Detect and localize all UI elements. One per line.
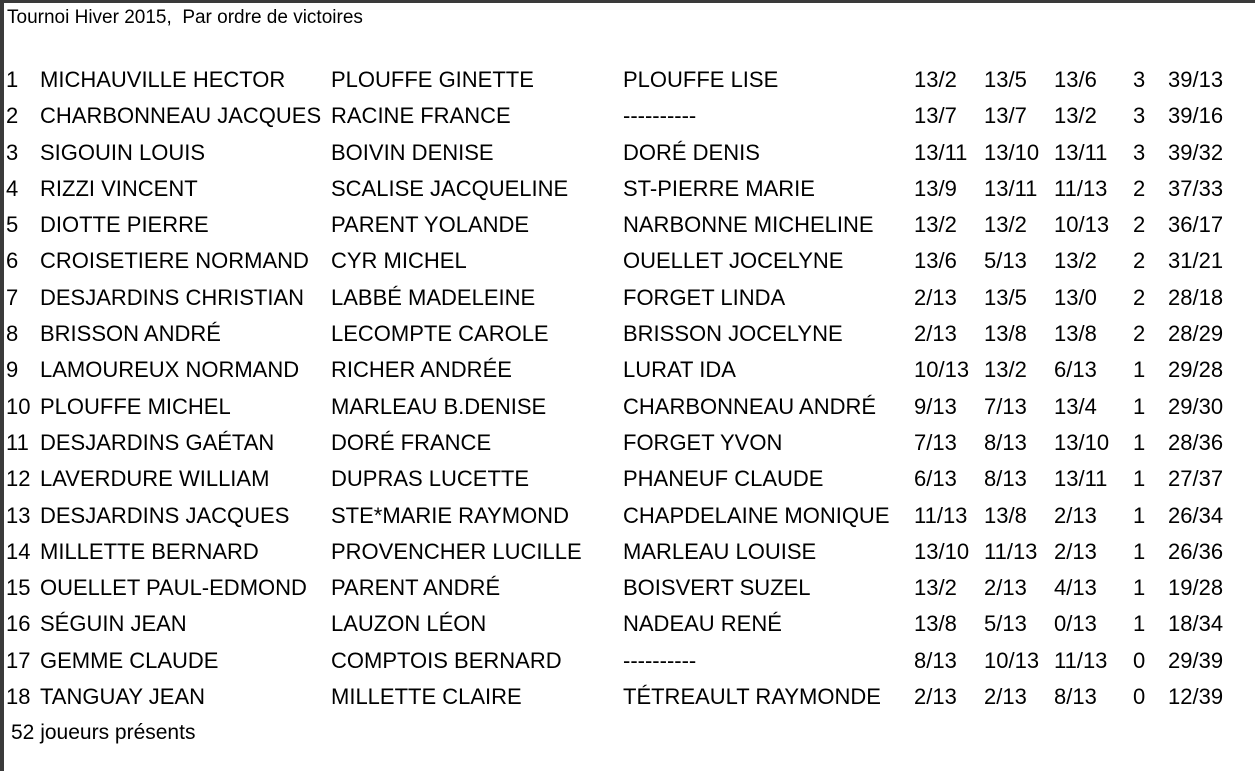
- wins-cell: 1: [1133, 357, 1146, 383]
- player-2-cell: BOIVIN DENISE: [331, 139, 494, 165]
- player-1-cell: CHARBONNEAU JACQUES: [40, 103, 322, 129]
- game-2-score-cell: 8/13: [984, 429, 1027, 455]
- wins-cell: 2: [1133, 284, 1146, 310]
- game-2-score-cell: 11/13: [984, 538, 1038, 564]
- table-row: [0, 135, 1255, 171]
- total-points-cell: 36/17: [1168, 212, 1224, 238]
- player-2-cell: PLOUFFE GINETTE: [331, 67, 534, 92]
- table-row: [0, 534, 1255, 570]
- table-row: [0, 316, 1255, 352]
- game-2-score-cell: 7/13: [984, 393, 1027, 419]
- rank-cell: 10: [6, 393, 31, 419]
- game-2-score-cell: 13/8: [984, 321, 1027, 347]
- rank-cell: 1: [6, 67, 19, 92]
- player-3-cell: PHANEUF CLAUDE: [623, 466, 824, 492]
- player-1-cell: DESJARDINS GAÉTAN: [40, 429, 275, 455]
- player-3-cell: NARBONNE MICHELINE: [623, 212, 874, 238]
- game-3-score-cell: 8/13: [1054, 684, 1097, 710]
- player-1-cell: SIGOUIN LOUIS: [40, 139, 206, 165]
- wins-cell: 1: [1133, 538, 1146, 564]
- player-1-cell: CROISETIERE NORMAND: [40, 248, 309, 274]
- wins-cell: 2: [1133, 212, 1146, 238]
- game-1-score-cell: 13/2: [914, 575, 957, 601]
- wins-cell: 1: [1133, 575, 1146, 601]
- rank-cell: 17: [6, 647, 31, 673]
- player-1-cell: BRISSON ANDRÉ: [40, 321, 221, 347]
- game-1-score-cell: 7/13: [914, 429, 957, 455]
- rank-cell: 6: [6, 248, 19, 274]
- game-3-score-cell: 0/13: [1054, 611, 1097, 637]
- game-1-score-cell: 2/13: [914, 284, 957, 310]
- game-3-score-cell: 6/13: [1054, 357, 1097, 383]
- player-2-cell: LECOMPTE CAROLE: [331, 321, 549, 347]
- game-3-score-cell: 2/13: [1054, 538, 1097, 564]
- rank-cell: 3: [6, 139, 19, 165]
- wins-cell: 1: [1133, 466, 1146, 492]
- player-1-cell: LAVERDURE WILLIAM: [40, 466, 270, 492]
- wins-cell: 2: [1133, 175, 1146, 201]
- game-1-score-cell: 2/13: [914, 321, 957, 347]
- table-row: [0, 461, 1255, 497]
- game-1-score-cell: 10/13: [914, 357, 970, 383]
- player-3-cell: TÉTREAULT RAYMONDE: [623, 684, 881, 710]
- game-2-score-cell: 13/2: [984, 212, 1027, 238]
- player-2-cell: PARENT YOLANDE: [331, 212, 530, 238]
- game-1-score-cell: 13/2: [914, 67, 957, 92]
- game-3-score-cell: 13/6: [1054, 67, 1097, 92]
- table-row: [0, 171, 1255, 207]
- game-1-score-cell: 13/6: [914, 248, 957, 274]
- wins-cell: 3: [1133, 67, 1146, 92]
- table-row: [0, 389, 1255, 425]
- wins-cell: 1: [1133, 429, 1146, 455]
- results-table: [0, 62, 1255, 715]
- game-3-score-cell: 4/13: [1054, 575, 1097, 601]
- rank-cell: 8: [6, 321, 19, 347]
- table-row: [0, 606, 1255, 642]
- game-2-score-cell: 5/13: [984, 611, 1027, 637]
- rank-cell: 15: [6, 575, 31, 601]
- game-3-score-cell: 13/0: [1054, 284, 1097, 310]
- rank-cell: 9: [6, 357, 19, 383]
- game-3-score-cell: 13/2: [1054, 248, 1097, 274]
- player-3-cell: PLOUFFE LISE: [623, 67, 779, 92]
- total-points-cell: 39/16: [1168, 103, 1224, 129]
- window-top-border: [0, 0, 1255, 3]
- player-2-cell: DUPRAS LUCETTE: [331, 466, 530, 492]
- table-row: [0, 207, 1255, 243]
- total-points-cell: 39/13: [1168, 67, 1224, 92]
- table-row: [0, 98, 1255, 134]
- player-3-cell: BRISSON JOCELYNE: [623, 321, 843, 347]
- rank-cell: 16: [6, 611, 31, 637]
- player-1-cell: RIZZI VINCENT: [40, 175, 198, 201]
- player-1-cell: OUELLET PAUL-EDMOND: [40, 575, 307, 601]
- rank-cell: 11: [6, 429, 29, 455]
- game-1-score-cell: 8/13: [914, 647, 957, 673]
- player-1-cell: PLOUFFE MICHEL: [40, 393, 231, 419]
- player-2-cell: LAUZON LÉON: [331, 611, 487, 637]
- game-3-score-cell: 13/10: [1054, 429, 1110, 455]
- player-3-cell: FORGET LINDA: [623, 284, 786, 310]
- game-2-score-cell: 13/5: [984, 284, 1027, 310]
- rank-cell: 18: [6, 684, 31, 710]
- player-2-cell: RICHER ANDRÉE: [331, 357, 512, 383]
- player-3-cell: CHAPDELAINE MONIQUE: [623, 502, 890, 528]
- player-3-cell: OUELLET JOCELYNE: [623, 248, 844, 274]
- player-2-cell: MARLEAU B.DENISE: [331, 393, 547, 419]
- table-row: [0, 643, 1255, 679]
- player-3-cell: ----------: [623, 647, 697, 673]
- total-points-cell: 12/39: [1168, 684, 1224, 710]
- game-1-score-cell: 11/13: [914, 502, 968, 528]
- wins-cell: 0: [1133, 684, 1146, 710]
- game-1-score-cell: 2/13: [914, 684, 957, 710]
- game-1-score-cell: 13/10: [914, 538, 970, 564]
- total-points-cell: 26/36: [1168, 538, 1224, 564]
- player-3-cell: LURAT IDA: [623, 357, 736, 383]
- player-2-cell: RACINE FRANCE: [331, 103, 511, 129]
- rank-cell: 13: [6, 502, 31, 528]
- game-3-score-cell: 13/8: [1054, 321, 1097, 347]
- player-3-cell: ST-PIERRE MARIE: [623, 175, 815, 201]
- game-2-score-cell: 10/13: [984, 647, 1040, 673]
- player-1-cell: TANGUAY JEAN: [40, 684, 206, 710]
- game-3-score-cell: 11/13: [1054, 647, 1108, 673]
- player-2-cell: STE*MARIE RAYMOND: [331, 502, 569, 528]
- player-1-cell: MILLETTE BERNARD: [40, 538, 259, 564]
- document-title: Tournoi Hiver 2015, Par ordre de victoires: [7, 7, 363, 28]
- table-row: [0, 425, 1255, 461]
- total-points-cell: 19/28: [1168, 575, 1224, 601]
- player-2-cell: LABBÉ MADELEINE: [331, 284, 536, 310]
- total-points-cell: 28/36: [1168, 429, 1224, 455]
- player-2-cell: COMPTOIS BERNARD: [331, 647, 562, 673]
- player-2-cell: PROVENCHER LUCILLE: [331, 538, 582, 564]
- player-3-cell: CHARBONNEAU ANDRÉ: [623, 393, 877, 419]
- game-2-score-cell: 2/13: [984, 575, 1027, 601]
- player-2-cell: SCALISE JACQUELINE: [331, 175, 569, 201]
- wins-cell: 2: [1133, 248, 1146, 274]
- wins-cell: 3: [1133, 139, 1146, 165]
- total-points-cell: 31/21: [1168, 248, 1224, 274]
- total-points-cell: 28/18: [1168, 284, 1224, 310]
- game-1-score-cell: 6/13: [914, 466, 957, 492]
- rank-cell: 4: [6, 175, 19, 201]
- wins-cell: 1: [1133, 611, 1146, 637]
- player-1-cell: DESJARDINS JACQUES: [40, 502, 290, 528]
- game-1-score-cell: 13/11: [914, 139, 968, 165]
- game-2-score-cell: 5/13: [984, 248, 1027, 274]
- total-points-cell: 29/28: [1168, 357, 1224, 383]
- rank-cell: 5: [6, 212, 19, 238]
- player-3-cell: MARLEAU LOUISE: [623, 538, 817, 564]
- player-1-cell: LAMOUREUX NORMAND: [40, 357, 300, 383]
- table-row: [0, 243, 1255, 279]
- game-2-score-cell: 13/10: [984, 139, 1040, 165]
- player-1-cell: SÉGUIN JEAN: [40, 611, 187, 637]
- game-2-score-cell: 13/2: [984, 357, 1027, 383]
- player-3-cell: DORÉ DENIS: [623, 139, 760, 165]
- table-row: [0, 570, 1255, 606]
- player-1-cell: DESJARDINS CHRISTIAN: [40, 284, 305, 310]
- rank-cell: 12: [6, 466, 31, 492]
- game-3-score-cell: 13/11: [1054, 466, 1108, 492]
- game-1-score-cell: 13/7: [914, 103, 957, 129]
- player-3-cell: NADEAU RENÉ: [623, 611, 782, 637]
- game-2-score-cell: 13/7: [984, 103, 1027, 129]
- total-points-cell: 37/33: [1168, 175, 1224, 201]
- player-2-cell: MILLETTE CLAIRE: [331, 684, 522, 710]
- game-1-score-cell: 13/8: [914, 611, 957, 637]
- wins-cell: 2: [1133, 321, 1146, 347]
- table-row: [0, 280, 1255, 316]
- game-3-score-cell: 2/13: [1054, 502, 1097, 528]
- game-2-score-cell: 8/13: [984, 466, 1027, 492]
- table-row: [0, 352, 1255, 388]
- player-2-cell: DORÉ FRANCE: [331, 429, 492, 455]
- game-3-score-cell: 13/2: [1054, 103, 1097, 129]
- game-1-score-cell: 13/2: [914, 212, 957, 238]
- wins-cell: 3: [1133, 103, 1146, 129]
- total-points-cell: 39/32: [1168, 139, 1224, 165]
- table-row: [0, 679, 1255, 715]
- player-2-cell: CYR MICHEL: [331, 248, 467, 274]
- game-2-score-cell: 13/8: [984, 502, 1027, 528]
- game-3-score-cell: 10/13: [1054, 212, 1110, 238]
- total-points-cell: 18/34: [1168, 611, 1224, 637]
- total-points-cell: 27/37: [1168, 466, 1224, 492]
- players-present-note: 52 joueurs présents: [11, 721, 196, 744]
- player-3-cell: FORGET YVON: [623, 429, 783, 455]
- total-points-cell: 29/39: [1168, 647, 1224, 673]
- game-3-score-cell: 11/13: [1054, 175, 1108, 201]
- game-3-score-cell: 13/11: [1054, 139, 1108, 165]
- game-2-score-cell: 2/13: [984, 684, 1027, 710]
- total-points-cell: 26/34: [1168, 502, 1224, 528]
- rank-cell: 2: [6, 103, 19, 129]
- total-points-cell: 28/29: [1168, 321, 1224, 347]
- player-3-cell: BOISVERT SUZEL: [623, 575, 811, 601]
- game-1-score-cell: 13/9: [914, 175, 957, 201]
- wins-cell: 1: [1133, 393, 1146, 419]
- game-2-score-cell: 13/5: [984, 67, 1027, 92]
- wins-cell: 0: [1133, 647, 1146, 673]
- game-1-score-cell: 9/13: [914, 393, 957, 419]
- game-2-score-cell: 13/11: [984, 175, 1038, 201]
- table-row: [0, 62, 1255, 98]
- player-1-cell: GEMME CLAUDE: [40, 647, 219, 673]
- game-3-score-cell: 13/4: [1054, 393, 1097, 419]
- wins-cell: 1: [1133, 502, 1146, 528]
- player-1-cell: MICHAUVILLE HECTOR: [40, 67, 286, 92]
- rank-cell: 14: [6, 538, 31, 564]
- player-1-cell: DIOTTE PIERRE: [40, 212, 209, 238]
- total-points-cell: 29/30: [1168, 393, 1224, 419]
- player-2-cell: PARENT ANDRÉ: [331, 575, 501, 601]
- rank-cell: 7: [6, 284, 19, 310]
- table-row: [0, 498, 1255, 534]
- player-3-cell: ----------: [623, 103, 697, 129]
